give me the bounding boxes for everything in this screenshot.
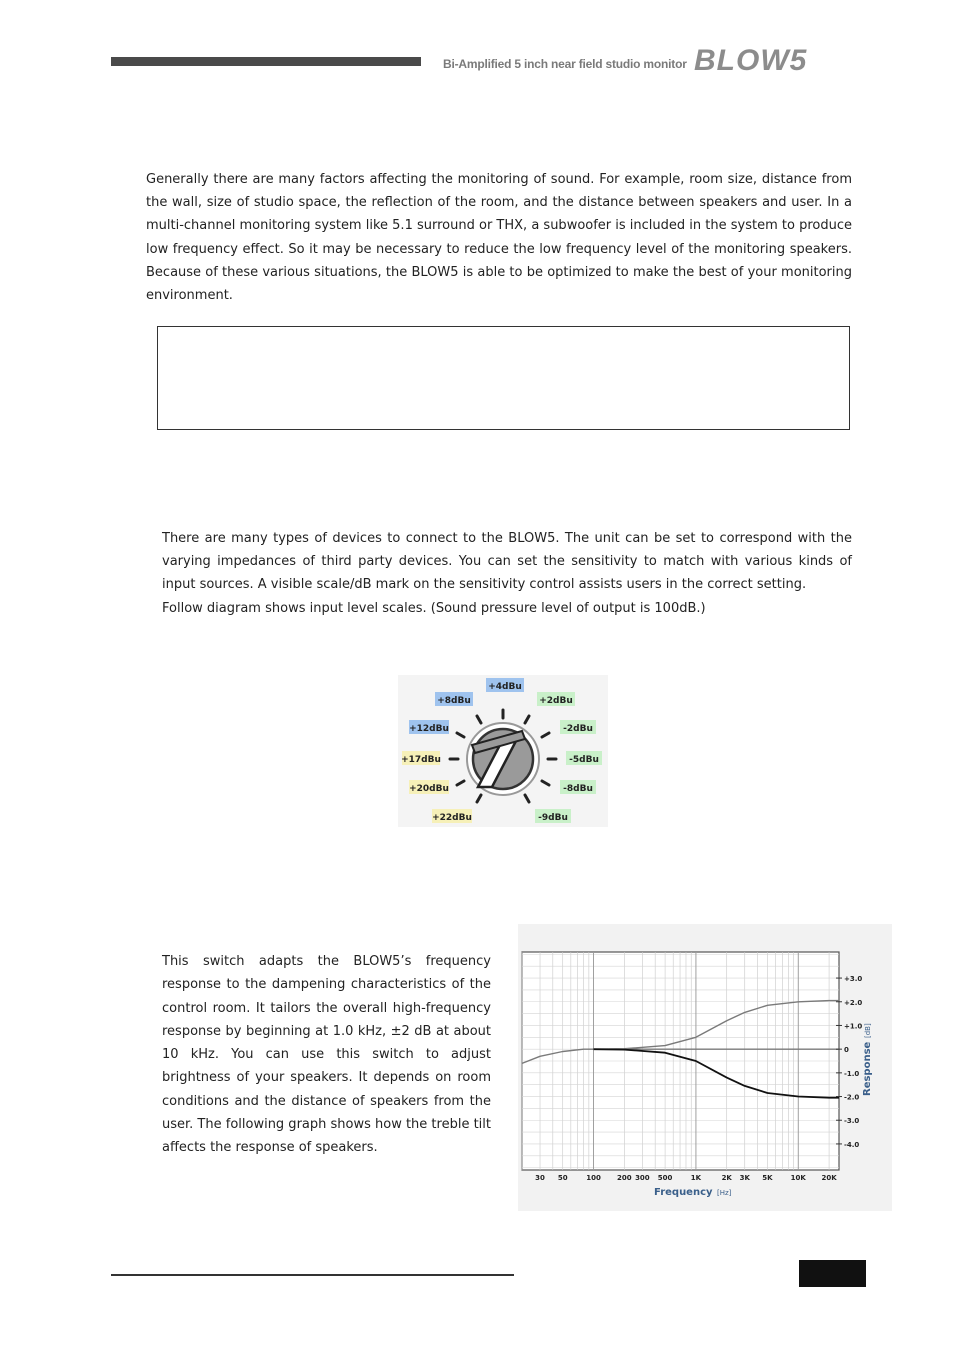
y-tick-label: -2.0 (844, 1093, 860, 1102)
dial-label-minus5: -5dBu (569, 755, 599, 765)
y-tick-label: +3.0 (844, 975, 863, 984)
brand-logo: BLOW5 (694, 44, 808, 77)
sensitivity-paragraph (162, 527, 852, 620)
sensitivity-dial-diagram (398, 675, 608, 827)
x-tick-label: 100 (586, 1174, 601, 1182)
x-tick-label: 50 (557, 1174, 568, 1182)
dial-label-plus22: +22dBu (432, 813, 472, 823)
x-tick-label: 500 (657, 1174, 673, 1182)
dial-label-minus8: -8dBu (563, 784, 593, 794)
x-tick-label: 2K (721, 1174, 732, 1182)
header-subtitle: Bi-Amplified 5 inch near field studio monitor (443, 57, 687, 71)
x-tick-label: 200 (617, 1174, 632, 1182)
y-tick-label: -4.0 (844, 1140, 860, 1149)
footer-line (111, 1274, 514, 1276)
header-bar (111, 57, 421, 66)
dial-label-plus8: +8dBu (437, 696, 471, 706)
y-tick-label: +2.0 (844, 998, 863, 1007)
dial-label-minus9: -9dBu (538, 813, 568, 823)
frequency-response-chart (518, 924, 892, 1211)
dial-label-minus2: -2dBu (563, 724, 593, 734)
x-axis-unit: [Hz] (717, 1189, 732, 1197)
intro-paragraph: Generally there are many factors affecting the monitoring of sound. For example, room size, distance from the wall, size of studio space, the reflection of the room, and the distance between speakers and user. In a multi-channel monitoring system like 5.1 surround or THX, a subwoofer is included in the system to produce low frequency effect. So it may be necessary to reduce the low frequency level of the monitoring speakers. Because of these various situations, the BLOW5 is able to be optimized to make the best of your monitoring environment. (146, 172, 852, 304)
dial-label-plus17: +17dBu (401, 755, 441, 765)
sensitivity-note: Follow diagram shows input level scales. (Sound pressure level of output is 100dB.) (162, 600, 706, 616)
x-tick-label: 20K (821, 1174, 837, 1182)
x-tick-label: 30 (535, 1174, 545, 1182)
x-tick-label: 1K (690, 1174, 702, 1182)
dial-label-plus20: +20dBu (409, 784, 449, 794)
y-tick-label: -3.0 (844, 1117, 860, 1126)
y-tick-label: -1.0 (844, 1069, 860, 1078)
y-axis-label: Response (862, 1041, 873, 1096)
y-axis-unit: [dB] (864, 1023, 872, 1038)
x-tick-label: 3K (739, 1174, 750, 1182)
note-box (157, 326, 850, 430)
x-axis-label: Frequency (654, 1187, 713, 1198)
dial-label-plus12: +12dBu (409, 724, 449, 734)
x-tick-label: 300 (635, 1174, 650, 1182)
x-tick-label: 10K (790, 1174, 806, 1182)
page-number-box (799, 1260, 866, 1287)
sensitivity-text: There are many types of devices to connect to the BLOW5. The unit can be set to correspond with the varying impedances of third party devices. You can set the sensitivity to match with various kinds of input sources. A visible scale/dB mark on the sensitivity control assists users in the correct setting. (162, 531, 852, 593)
x-tick-label: 5K (762, 1174, 773, 1182)
treble-paragraph: This switch adapts the BLOW5’s frequency response to the dampening characteristics of the control room. It tailors the overall high-frequency response by beginning at 1.0 kHz, ±2 dB at about 10 kHz. You can use this switch to adjust brightness of your speakers. It depends on room conditions and the distance of speakers from the user. The following graph shows how the treble tilt affects the response of speakers. (162, 954, 491, 1156)
y-tick-label: 0 (844, 1046, 849, 1055)
dial-label-plus4: +4dBu (488, 682, 522, 692)
y-tick-label: +1.0 (844, 1022, 863, 1031)
dial-label-plus2: +2dBu (539, 696, 573, 706)
